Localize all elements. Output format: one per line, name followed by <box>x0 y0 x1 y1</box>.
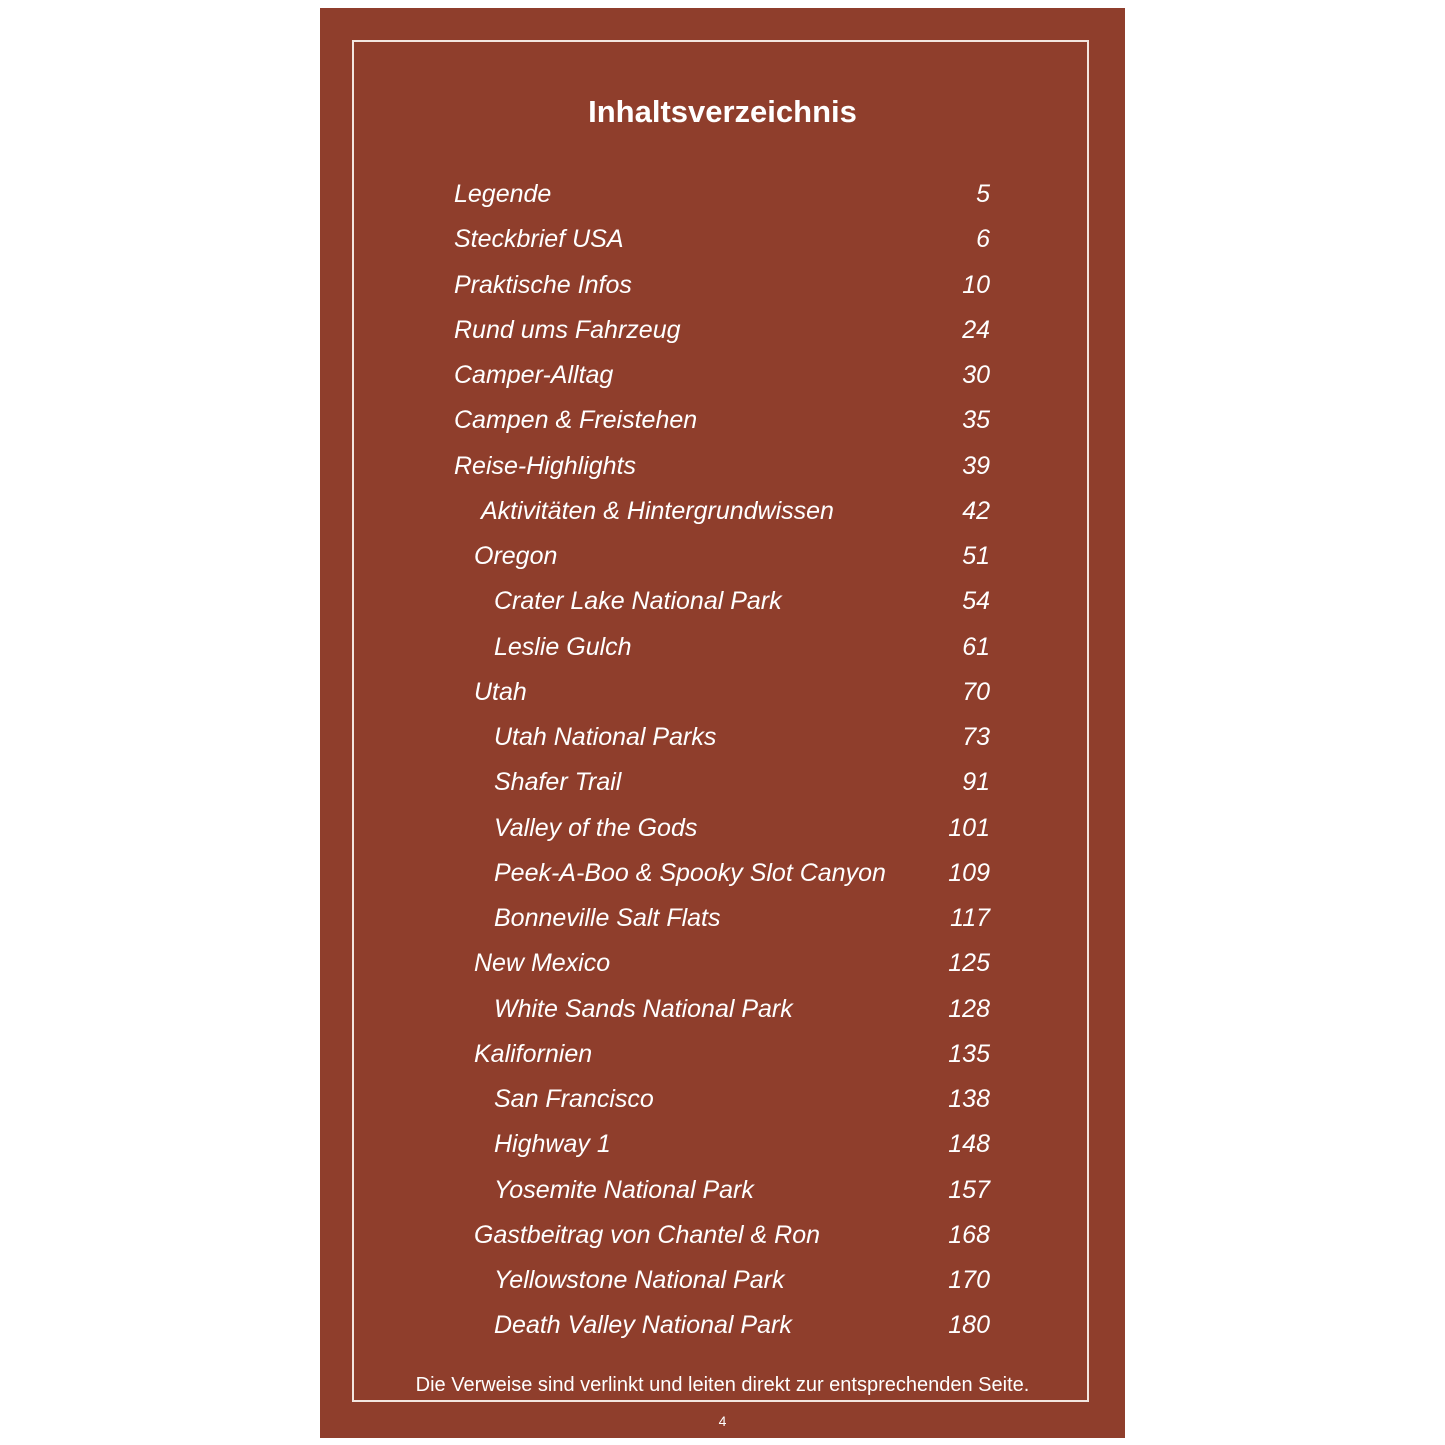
toc-entry-label: White Sands National Park <box>494 994 793 1023</box>
toc-entry-label: Death Valley National Park <box>494 1311 792 1340</box>
toc-entry-page: 170 <box>948 1266 990 1294</box>
toc-entry-page: 51 <box>962 542 990 570</box>
toc-entry-page: 168 <box>948 1220 990 1249</box>
toc-entry[interactable] <box>454 902 990 934</box>
toc-entry-page: 117 <box>950 904 990 932</box>
toc-entry-label: Yellowstone National Park <box>494 1266 785 1294</box>
toc-entry-label: Utah National Parks <box>494 723 717 751</box>
toc-entry-label: Kalifornien <box>474 1039 593 1068</box>
toc-entry-page: 109 <box>948 858 990 887</box>
toc-entry-page: 5 <box>976 180 990 208</box>
toc-entry-page: 148 <box>948 1130 990 1159</box>
link-note: Die Verweise sind verlinkt und leiten direkt zur entsprechenden Seite. <box>415 1374 1030 1396</box>
toc-entry-label: Bonneville Salt Flats <box>494 904 721 932</box>
toc-entry[interactable] <box>454 1309 990 1341</box>
toc-entry-label: Shafer Trail <box>494 768 622 797</box>
toc-entry-label: Steckbrief USA <box>454 225 624 254</box>
toc-entry-page: 10 <box>962 270 990 299</box>
toc-entry[interactable] <box>454 450 990 482</box>
toc-entry-page: 61 <box>962 632 990 661</box>
page-number: 4 <box>718 1413 727 1429</box>
page-title: Inhaltsverzeichnis <box>588 94 857 129</box>
toc-entry[interactable] <box>454 269 990 301</box>
toc-entry[interactable] <box>454 1128 990 1160</box>
toc-entry[interactable] <box>454 585 990 617</box>
toc-entry-page: 128 <box>948 994 990 1023</box>
toc-entry[interactable] <box>454 766 990 798</box>
toc-entry-label: Aktivitäten & Hintergrundwissen <box>481 496 834 525</box>
toc-entry-label: San Francisco <box>494 1085 654 1113</box>
book-page <box>320 8 1125 1438</box>
toc-entry-page: 70 <box>962 677 990 706</box>
toc-entry[interactable] <box>454 223 990 255</box>
toc-entry-page: 54 <box>962 587 990 616</box>
toc-entry-page: 39 <box>962 451 990 480</box>
toc-entry[interactable] <box>454 1264 990 1296</box>
toc-entry-page: 138 <box>948 1085 990 1113</box>
toc-entry[interactable] <box>454 1038 990 1070</box>
toc-entry-page: 6 <box>976 225 990 254</box>
toc-entry[interactable] <box>454 812 990 844</box>
toc-entry-label: Rund ums Fahrzeug <box>454 315 681 344</box>
toc-entry-label: Crater Lake National Park <box>494 587 782 616</box>
toc-entry[interactable] <box>454 1219 990 1251</box>
toc-entry-page: 42 <box>962 496 990 525</box>
toc-entry[interactable] <box>454 540 990 572</box>
toc-entry-label: Camper-Alltag <box>454 361 614 389</box>
toc-entry-label: New Mexico <box>474 949 611 978</box>
toc-entry[interactable] <box>454 631 990 663</box>
toc-entry-label: Yosemite National Park <box>494 1175 754 1204</box>
toc-entry[interactable] <box>454 314 990 346</box>
toc-entry-page: 91 <box>962 768 990 797</box>
toc-entry[interactable] <box>454 721 990 753</box>
toc-entry-label: Valley of the Gods <box>494 813 698 842</box>
toc-entry[interactable] <box>454 359 990 391</box>
toc-entry-page: 73 <box>962 723 990 751</box>
toc-entry-label: Reise-Highlights <box>454 451 637 480</box>
toc-entry-label: Gastbeitrag von Chantel & Ron <box>474 1220 821 1249</box>
toc-entry-label: Utah <box>474 677 527 706</box>
table-of-contents <box>320 8 1125 1438</box>
toc-entry-label: Oregon <box>474 542 558 570</box>
toc-entry[interactable] <box>454 178 990 210</box>
toc-entry-label: Peek-A-Boo & Spooky Slot Canyon <box>494 858 886 887</box>
toc-entry-page: 101 <box>948 813 990 842</box>
toc-entry-label: Legende <box>454 180 552 208</box>
toc-entry[interactable] <box>454 495 990 527</box>
toc-entry[interactable] <box>454 1174 990 1206</box>
toc-entry-page: 125 <box>948 949 990 978</box>
toc-entry-label: Praktische Infos <box>454 270 632 299</box>
toc-entry-page: 157 <box>948 1175 990 1204</box>
toc-entry-page: 24 <box>962 315 990 344</box>
toc-entry-page: 180 <box>948 1311 990 1340</box>
toc-entry[interactable] <box>454 676 990 708</box>
toc-entry[interactable] <box>454 404 990 436</box>
toc-entry-page: 35 <box>962 406 990 435</box>
toc-entry-label: Campen & Freistehen <box>454 406 698 435</box>
toc-entry-label: Highway 1 <box>494 1130 611 1159</box>
toc-entry[interactable] <box>454 1083 990 1115</box>
toc-entry[interactable] <box>454 857 990 889</box>
toc-entry[interactable] <box>454 947 990 979</box>
toc-entry-page: 135 <box>948 1039 990 1068</box>
toc-entry-page: 30 <box>962 361 990 389</box>
toc-entry[interactable] <box>454 993 990 1025</box>
toc-entry-label: Leslie Gulch <box>494 632 632 661</box>
